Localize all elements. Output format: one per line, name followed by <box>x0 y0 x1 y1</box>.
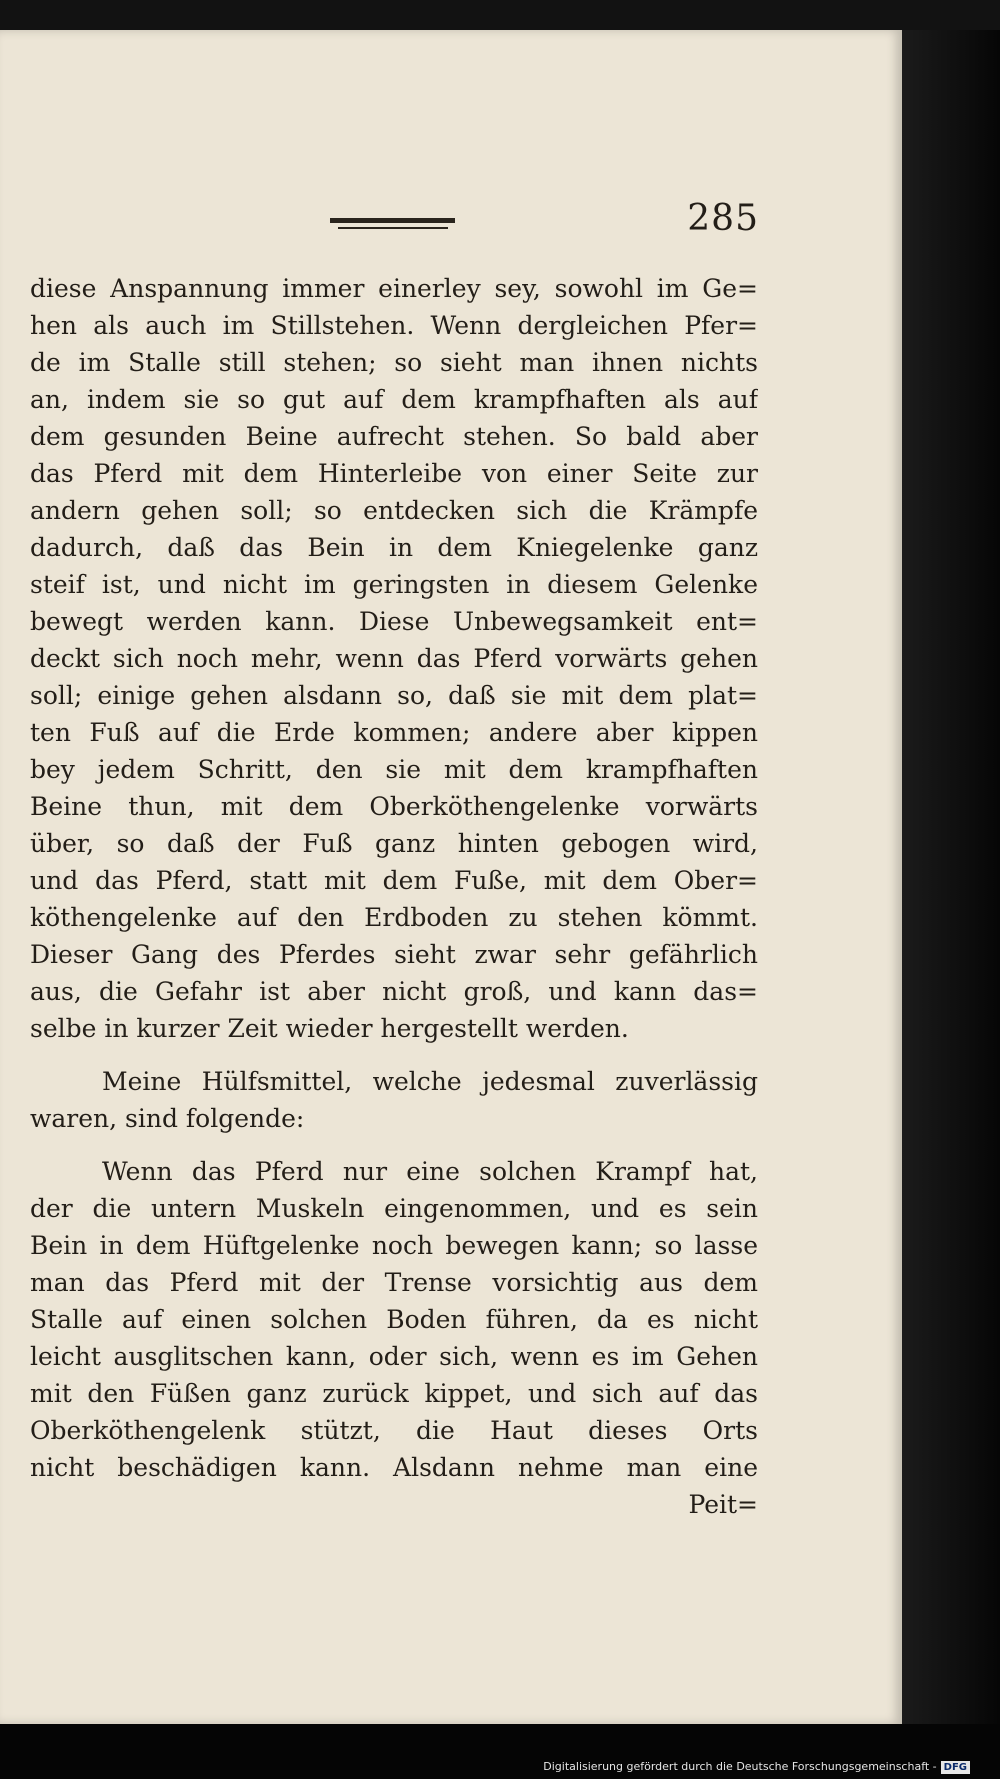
paragraph-2 <box>30 1063 758 1137</box>
scan-top-border <box>0 0 1000 30</box>
digitization-credit <box>543 1760 970 1774</box>
text-line: diese Anspannung immer einerley sey, sowohl im Ge= <box>30 274 758 303</box>
ornament-thin-bar <box>338 227 448 229</box>
text-line: hen als auch im Stillstehen. Wenn dergleichen Pfer= <box>30 311 758 340</box>
page-edge-shadow <box>902 30 1000 1724</box>
text-line: Oberköthengelenk stützt, die Haut dieses Orts <box>30 1416 758 1445</box>
text-line: steif ist, und nicht im geringsten in diesem Gelenke <box>30 570 758 599</box>
catchword: Peit= <box>688 1490 758 1519</box>
text-line: andern gehen soll; so entdecken sich die Krämpfe <box>30 496 758 525</box>
text-line: deckt sich noch mehr, wenn das Pferd vorwärts gehen <box>30 644 758 673</box>
text-line: de im Stalle still stehen; so sieht man ihnen nichts <box>30 348 758 377</box>
text-line: aus, die Gefahr ist aber nicht groß, und kann das= <box>30 977 758 1006</box>
text-line: ten Fuß auf die Erde kommen; andere aber kippen <box>30 718 758 747</box>
page-body <box>30 270 758 1523</box>
text-line: leicht ausglitschen kann, oder sich, wenn es im Gehen <box>30 1342 758 1371</box>
text-line: das Pferd mit dem Hinterleibe von einer Seite zur <box>30 459 758 488</box>
dfg-logo: DFG <box>941 1761 970 1774</box>
credit-text: Digitalisierung gefördert durch die Deutsche Forschungsgemeinschaft - <box>543 1760 937 1773</box>
text-line: Meine Hülfsmittel, welche jedesmal zuverlässig <box>102 1067 758 1096</box>
text-line: bewegt werden kann. Diese Unbewegsamkeit ent= <box>30 607 758 636</box>
text-line: Beine thun, mit dem Oberköthengelenke vorwärts <box>30 792 758 821</box>
text-line: dadurch, daß das Bein in dem Kniegelenke ganz <box>30 533 758 562</box>
text-line: man das Pferd mit der Trense vorsichtig aus dem <box>30 1268 758 1297</box>
text-line: an, indem sie so gut auf dem krampfhaften als auf <box>30 385 758 414</box>
header-ornament-rule <box>330 218 455 234</box>
text-line: über, so daß der Fuß ganz hinten gebogen wird, <box>30 829 758 858</box>
text-line: dem gesunden Beine aufrecht stehen. So bald aber <box>30 422 758 451</box>
text-line: köthengelenke auf den Erdboden zu stehen kömmt. <box>30 903 758 932</box>
text-line: nicht beschädigen kann. Alsdann nehme man eine <box>30 1453 758 1482</box>
text-line: Wenn das Pferd nur eine solchen Krampf hat, <box>102 1157 758 1186</box>
text-line: soll; einige gehen alsdann so, daß sie mit dem plat= <box>30 681 758 710</box>
text-line: waren, sind folgende: <box>30 1104 305 1133</box>
text-line: mit den Füßen ganz zurück kippet, und sich auf das <box>30 1379 758 1408</box>
text-line: Dieser Gang des Pferdes sieht zwar sehr gefährlich <box>30 940 758 969</box>
text-line: der die untern Muskeln eingenommen, und es sein <box>30 1194 758 1223</box>
paragraph-1 <box>30 270 758 1047</box>
page-header <box>0 180 902 240</box>
text-line: Stalle auf einen solchen Boden führen, da es nicht <box>30 1305 758 1334</box>
text-line: Bein in dem Hüftgelenke noch bewegen kann; so lasse <box>30 1231 758 1260</box>
book-page <box>0 30 902 1724</box>
text-line: bey jedem Schritt, den sie mit dem krampfhaften <box>30 755 758 784</box>
ornament-thick-bar <box>330 218 455 223</box>
text-line: selbe in kurzer Zeit wieder hergestellt werden. <box>30 1014 629 1043</box>
text-line: und das Pferd, statt mit dem Fuße, mit dem Ober= <box>30 866 758 895</box>
paragraph-3 <box>30 1153 758 1486</box>
page-number: 285 <box>687 198 759 239</box>
